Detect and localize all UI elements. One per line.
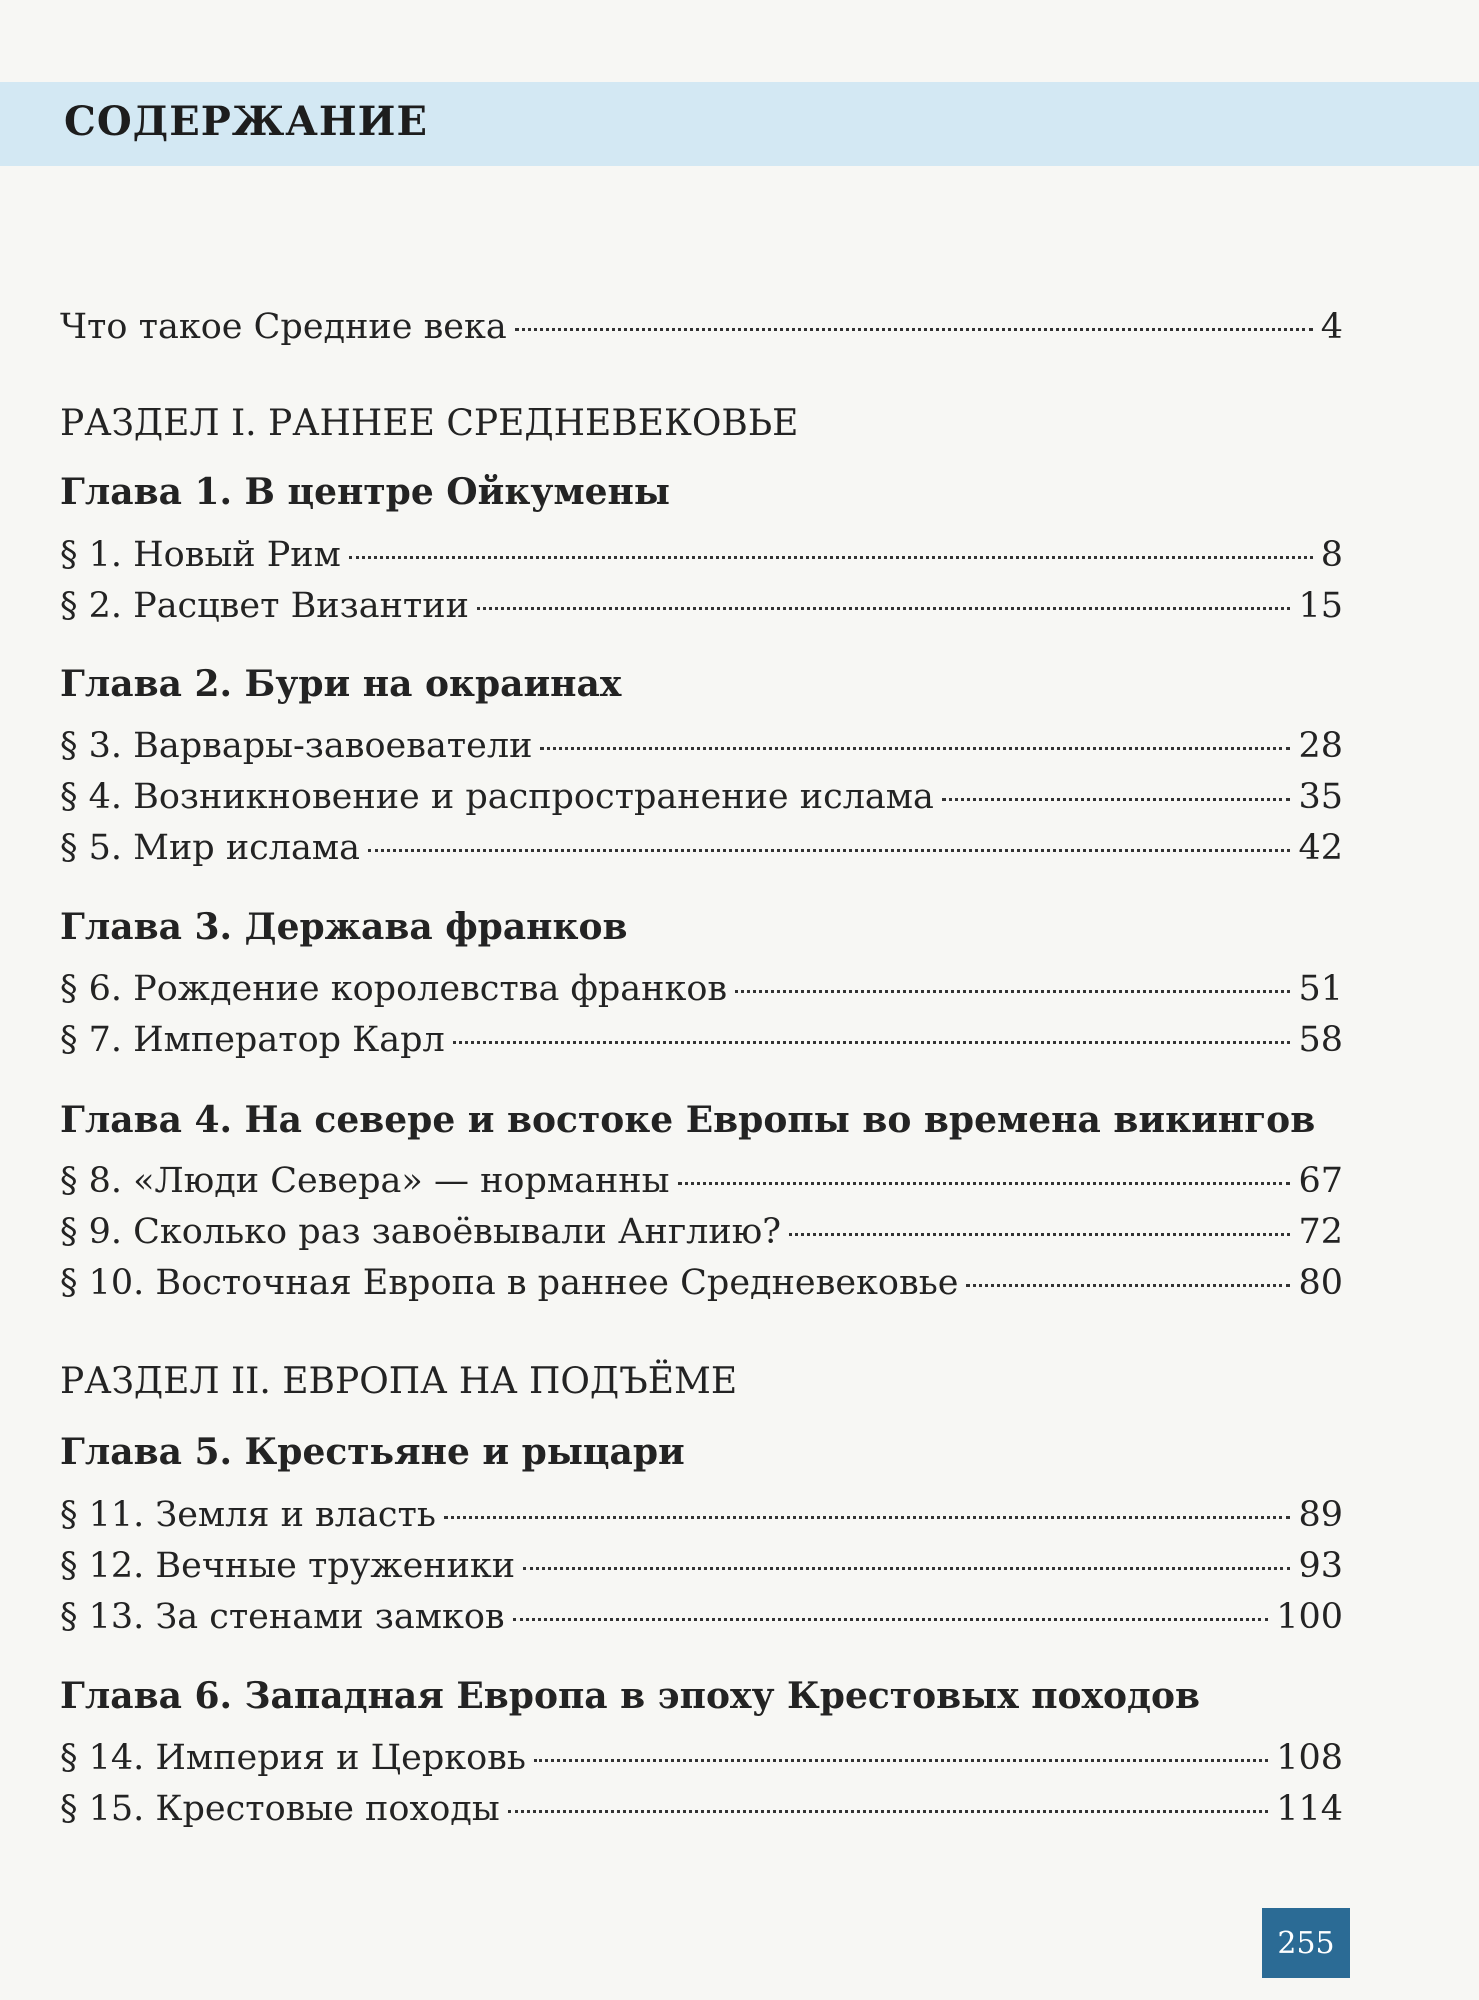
toc-entry-page: 100 (1276, 1597, 1343, 1637)
toc-entry-page: 28 (1298, 726, 1343, 766)
dot-leader (523, 1567, 1290, 1570)
toc-entry-label: § 6. Рождение королевства франков (60, 969, 728, 1009)
dot-leader (540, 747, 1290, 750)
dot-leader (513, 1618, 1269, 1621)
toc-entry-label: § 1. Новый Рим (60, 535, 341, 575)
toc-entry[interactable] (60, 968, 1343, 1010)
page-number-badge: 255 (1262, 1908, 1350, 1978)
section-heading-2: РАЗДЕЛ II. ЕВРОПА НА ПОДЪЁМЕ (60, 1361, 738, 1402)
toc-entry[interactable] (60, 1262, 1343, 1304)
toc-entry[interactable] (60, 1545, 1343, 1587)
dot-leader (678, 1182, 1291, 1185)
chapter-heading-4[interactable]: Глава 4. На севере и востоке Европы во времена викингов (60, 1099, 1316, 1141)
dot-leader (515, 328, 1313, 331)
toc-entry-label: § 9. Сколько раз завоёвывали Англию? (60, 1212, 781, 1252)
toc-entry-label: § 13. За стенами замков (60, 1597, 505, 1637)
dot-leader (508, 1810, 1269, 1813)
chapter-heading-5[interactable]: Глава 5. Крестьяне и рыцари (60, 1431, 685, 1473)
toc-entry[interactable] (60, 1019, 1343, 1061)
toc-entry-label: § 4. Возникновение и распространение ислама (60, 777, 934, 817)
dot-leader (368, 849, 1290, 852)
toc-entry-label: § 12. Вечные труженики (60, 1546, 516, 1586)
toc-entry[interactable] (60, 1788, 1343, 1830)
toc-entry[interactable] (60, 534, 1343, 576)
dot-leader (534, 1759, 1268, 1762)
dot-leader (735, 990, 1290, 993)
toc-entry[interactable] (60, 1737, 1343, 1779)
toc-entry-label: § 15. Крестовые походы (60, 1789, 500, 1829)
chapter-heading-3[interactable]: Глава 3. Держава франков (60, 906, 628, 948)
toc-entry[interactable] (60, 776, 1343, 818)
page-title: СОДЕРЖАНИЕ (64, 98, 428, 145)
toc-entry-page: 80 (1298, 1263, 1343, 1303)
toc-entry-page: 89 (1298, 1495, 1343, 1535)
toc-entry-page: 4 (1320, 307, 1343, 347)
dot-leader (477, 607, 1291, 610)
toc-entry-label: § 8. «Люди Севера» — норманны (60, 1161, 670, 1201)
toc-entry-label: § 3. Варвары-завоеватели (60, 726, 533, 766)
toc-entry[interactable] (60, 1160, 1343, 1202)
toc-entry-page: 42 (1298, 828, 1343, 868)
toc-entry[interactable] (60, 725, 1343, 767)
toc-entry-page: 108 (1276, 1738, 1343, 1778)
toc-entry-page: 72 (1298, 1212, 1343, 1252)
dot-leader (966, 1284, 1290, 1287)
dot-leader (349, 556, 1313, 559)
dot-leader (942, 798, 1291, 801)
toc-entry-page: 58 (1298, 1020, 1343, 1060)
toc-entry-label: § 11. Земля и власть (60, 1495, 436, 1535)
chapter-heading-6[interactable]: Глава 6. Западная Европа в эпоху Крестовых походов (60, 1675, 1201, 1717)
toc-entry-page: 93 (1298, 1546, 1343, 1586)
toc-entry[interactable] (60, 827, 1343, 869)
toc-entry-page: 8 (1320, 535, 1343, 575)
chapter-heading-2[interactable]: Глава 2. Бури на окраинах (60, 663, 622, 705)
toc-entry[interactable] (60, 585, 1343, 627)
toc-entry-label: § 2. Расцвет Византии (60, 586, 469, 626)
toc-entry-page: 15 (1298, 586, 1343, 626)
toc-entry[interactable] (60, 1211, 1343, 1253)
chapter-heading-1[interactable]: Глава 1. В центре Ойкумены (60, 471, 670, 513)
toc-entry[interactable] (60, 1596, 1343, 1638)
dot-leader (789, 1233, 1291, 1236)
toc-entry-label: Что такое Средние века (60, 307, 507, 347)
section-heading-1: РАЗДЕЛ I. РАННЕЕ СРЕДНЕВЕКОВЬЕ (60, 403, 799, 444)
toc-entry[interactable] (60, 1494, 1343, 1536)
toc-entry-intro[interactable] (60, 306, 1343, 348)
toc-entry-page: 114 (1276, 1789, 1343, 1829)
toc-entry-label: § 5. Мир ислама (60, 828, 360, 868)
toc-entry-label: § 7. Император Карл (60, 1020, 445, 1060)
dot-leader (444, 1516, 1291, 1519)
dot-leader (453, 1041, 1291, 1044)
toc-entry-page: 67 (1298, 1161, 1343, 1201)
toc-entry-page: 51 (1298, 969, 1343, 1009)
toc-entry-label: § 10. Восточная Европа в раннее Средневековье (60, 1263, 959, 1303)
toc-entry-label: § 14. Империя и Церковь (60, 1738, 526, 1778)
toc-entry-page: 35 (1298, 777, 1343, 817)
